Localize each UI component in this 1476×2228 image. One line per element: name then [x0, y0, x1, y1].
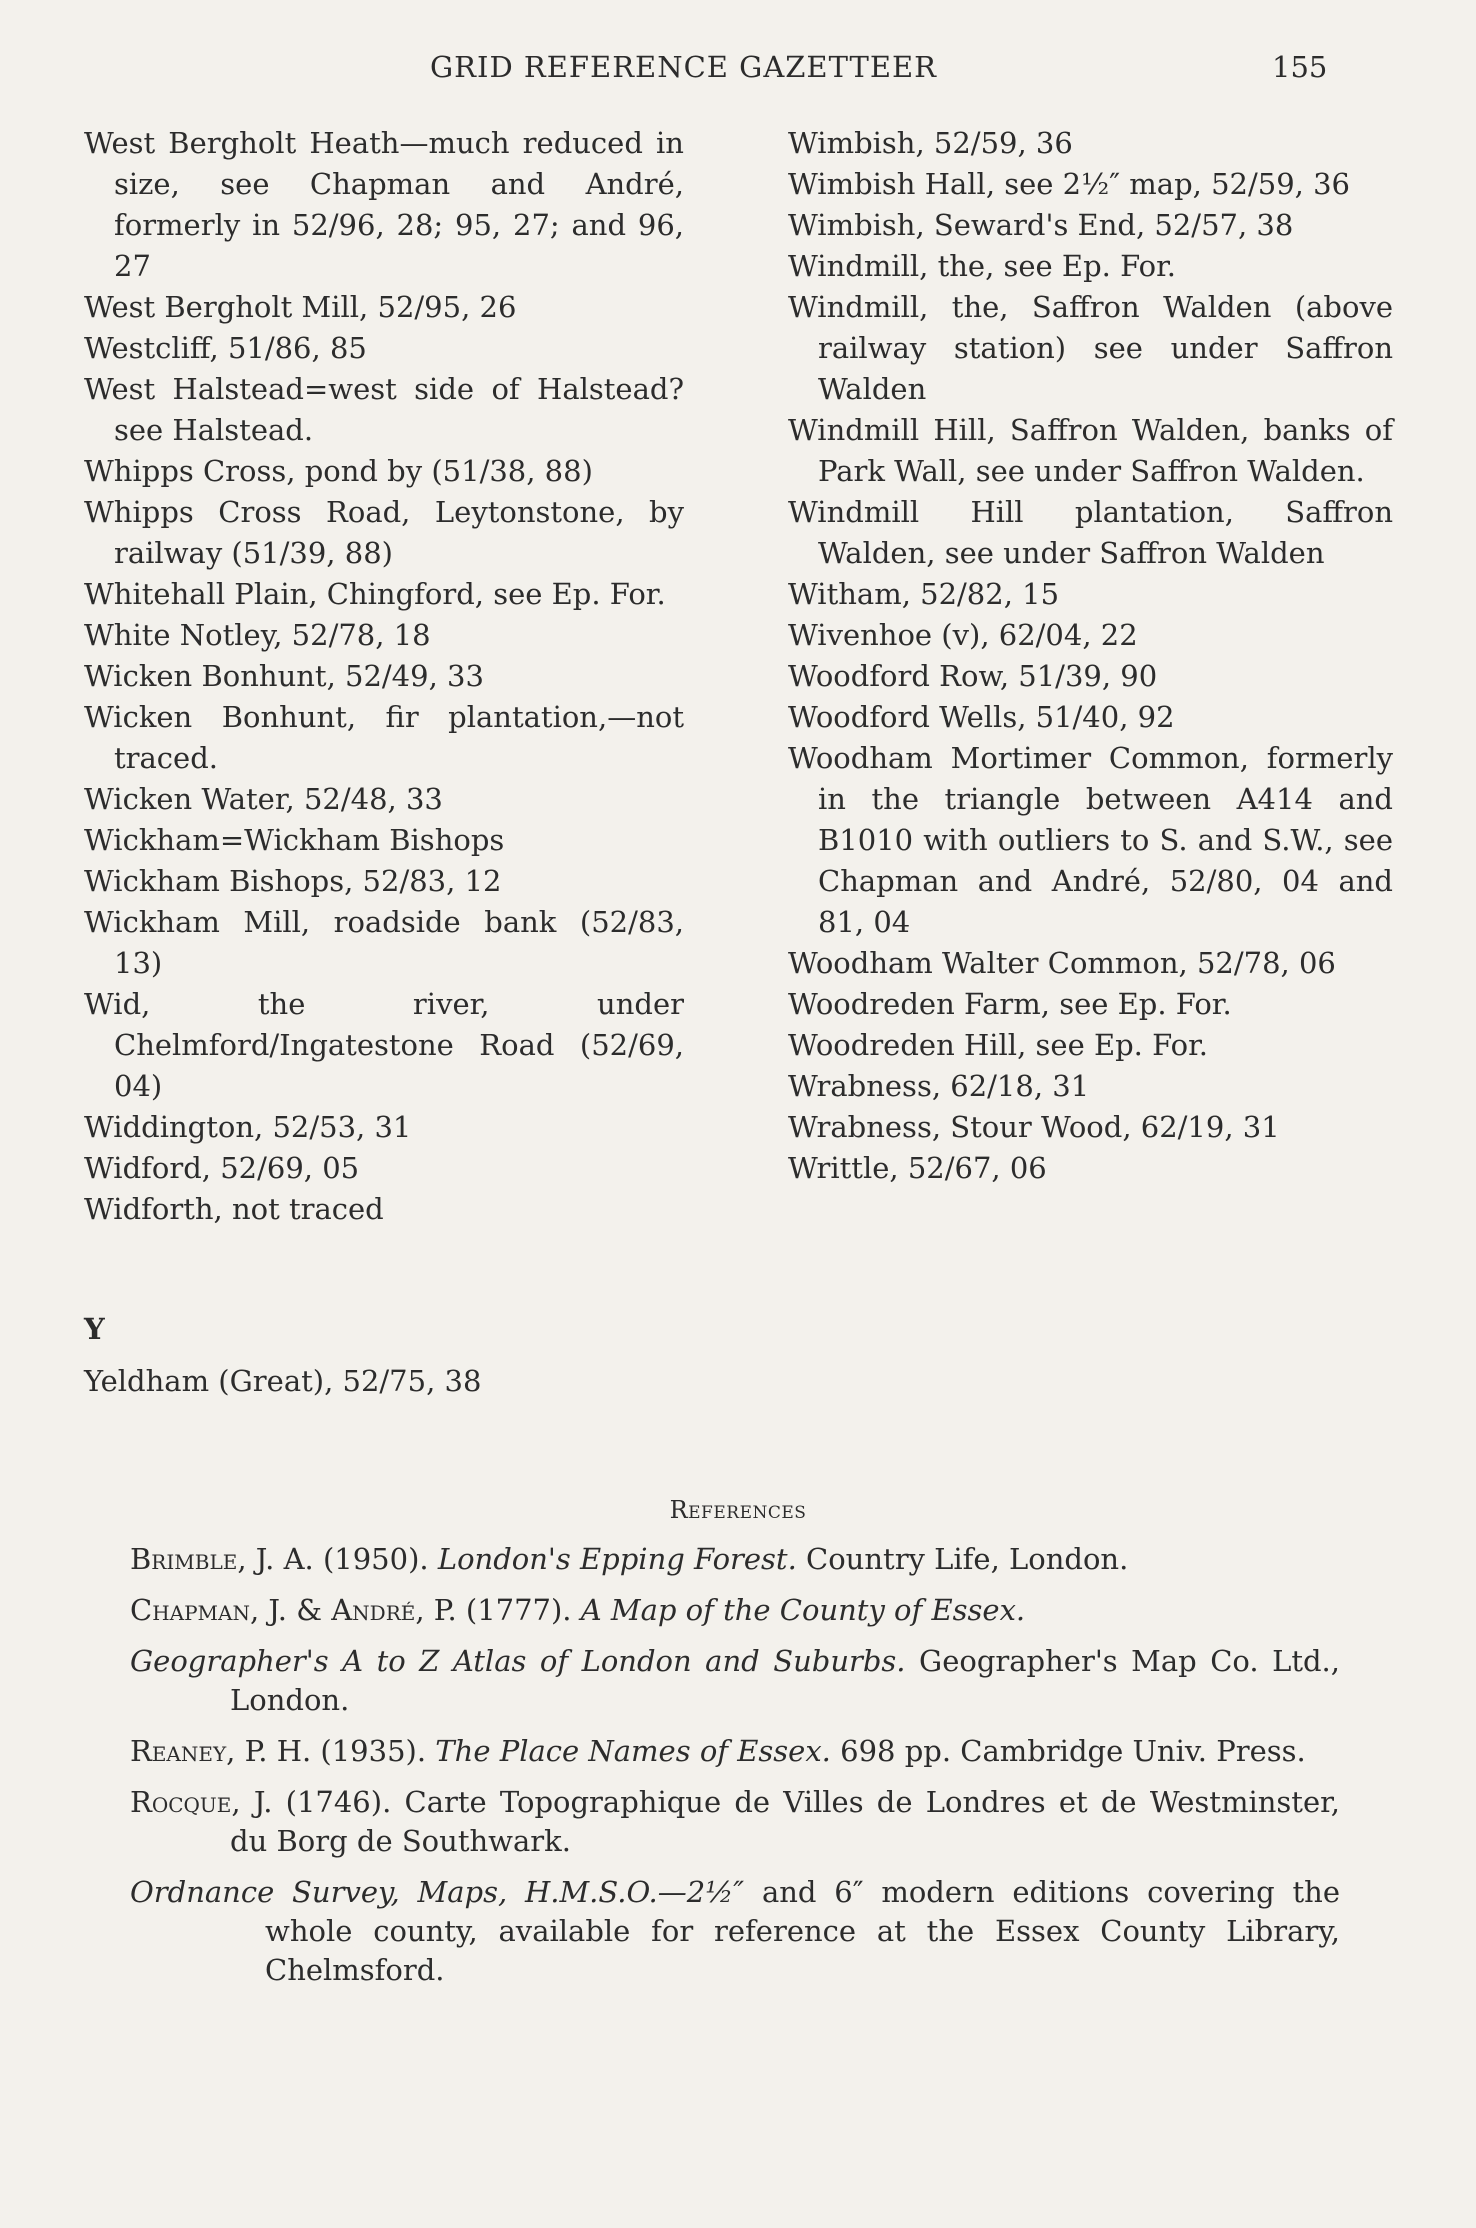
gazetteer-entry: Wimbish, 52/59, 36 — [788, 126, 1073, 160]
reference-title: Carte Topographique de Villes de Londres et de Westminster, du Borg de Southwark. — [230, 1785, 1341, 1858]
gazetteer-entry: Windmill Hill plantation, Saffron Walden, see under Saffron Walden — [788, 495, 1393, 570]
right-column — [788, 123, 1393, 1189]
gazetteer-entry: White Notley, 52/78, 18 — [84, 618, 431, 652]
gazetteer-entry: Widforth, not traced — [84, 1192, 384, 1226]
reference-item — [130, 1732, 1340, 1771]
reference-publisher: Country Life, London. — [806, 1542, 1129, 1576]
gazetteer-entry: Windmill Hill, Saffron Walden, banks of Park Wall, see under Saffron Walden. — [788, 413, 1393, 488]
gazetteer-entry: Wid, the river, under Chelmford/Ingatestone Road (52/69, 04) — [84, 987, 684, 1103]
gazetteer-entry: Woodham Walter Common, 52/78, 06 — [788, 946, 1336, 980]
gazetteer-entry: Witham, 52/82, 15 — [788, 577, 1060, 611]
gazetteer-entry: West Bergholt Heath—much reduced in size, see Chapman and André, formerly in 52/96, 28; 95, 27; and 96, 27 — [84, 126, 684, 283]
reference-title: Geographer's A to Z Atlas of London and Suburbs. — [130, 1644, 906, 1678]
left-column — [84, 123, 684, 1230]
gazetteer-entry: Woodford Wells, 51/40, 92 — [788, 700, 1175, 734]
reference-item — [130, 1540, 1340, 1579]
running-header: GRID REFERENCE GAZETTEER — [430, 50, 938, 84]
gazetteer-entry: Whipps Cross, pond by (51/38, 88) — [84, 454, 593, 488]
reference-item — [130, 1873, 1340, 1990]
gazetteer-entry: Woodreden Hill, see Ep. For. — [788, 1028, 1209, 1062]
gazetteer-entry: Wimbish, Seward's End, 52/57, 38 — [788, 208, 1294, 242]
gazetteer-entry: Woodham Mortimer Common, formerly in the triangle between A414 and B1010 with outliers to S. and S.W., see Chapman and André, 52/80, 04 and 81, 04 — [788, 741, 1393, 939]
reference-title: Ordnance Survey, Maps, H.M.S.O.—2½″ — [130, 1875, 745, 1909]
gazetteer-entry: Yeldham (Great), 52/75, 38 — [84, 1364, 482, 1398]
reference-publisher: 698 pp. Cambridge Univ. Press. — [840, 1734, 1306, 1768]
gazetteer-entry: Windmill, the, see Ep. For. — [788, 249, 1176, 283]
reference-description: and 6″ modern editions covering the whole county, available for reference at the Essex County Library, Chelmsford. — [265, 1875, 1340, 1987]
reference-title: London's Epping Forest. — [437, 1542, 797, 1576]
gazetteer-entry: Windmill, the, Saffron Walden (above railway station) see under Saffron Walden — [788, 290, 1393, 406]
reference-title: The Place Names of Essex. — [435, 1734, 831, 1768]
reference-author: Reaney, P. H. (1935). — [130, 1734, 427, 1768]
reference-item — [130, 1783, 1340, 1861]
page-number: 155 — [1272, 50, 1328, 84]
gazetteer-entry: Widford, 52/69, 05 — [84, 1151, 360, 1185]
reference-author: Brimble, J. A. (1950). — [130, 1542, 429, 1576]
gazetteer-entry: Wicken Bonhunt, 52/49, 33 — [84, 659, 484, 693]
gazetteer-entry: Wicken Water, 52/48, 33 — [84, 782, 443, 816]
gazetteer-entry: Widdington, 52/53, 31 — [84, 1110, 412, 1144]
section-letter-y: Y — [84, 1312, 105, 1346]
references-list — [130, 1540, 1340, 2002]
gazetteer-entry: Whitehall Plain, Chingford, see Ep. For. — [84, 577, 666, 611]
reference-item — [130, 1591, 1340, 1630]
gazetteer-entry: Wicken Bonhunt, fir plantation,—not traced. — [84, 700, 684, 775]
gazetteer-entry: West Halstead=west side of Halstead? see Halstead. — [84, 372, 684, 447]
gazetteer-entry: Wrabness, Stour Wood, 62/19, 31 — [788, 1110, 1280, 1144]
gazetteer-entry: Wivenhoe (v), 62/04, 22 — [788, 618, 1138, 652]
references-heading: References — [669, 1496, 807, 1524]
reference-publisher: Geographer's Map Co. Ltd., London. — [230, 1644, 1340, 1717]
gazetteer-entry: West Bergholt Mill, 52/95, 26 — [84, 290, 517, 324]
gazetteer-entry: Wickham=Wickham Bishops — [84, 823, 505, 857]
gazetteer-entry: Writtle, 52/67, 06 — [788, 1151, 1047, 1185]
gazetteer-entry: Wrabness, 62/18, 31 — [788, 1069, 1090, 1103]
reference-title: A Map of the County of Essex. — [580, 1593, 1026, 1627]
gazetteer-entry: Westcliff, 51/86, 85 — [84, 331, 367, 365]
gazetteer-entry: Wickham Mill, roadside bank (52/83, 13) — [84, 905, 684, 980]
gazetteer-entry: Wimbish Hall, see 2½″ map, 52/59, 36 — [788, 167, 1350, 201]
reference-author: Chapman, J. & André, P. (1777). — [130, 1593, 572, 1627]
reference-item — [130, 1642, 1340, 1720]
gazetteer-entry: Woodreden Farm, see Ep. For. — [788, 987, 1232, 1021]
gazetteer-entry: Wickham Bishops, 52/83, 12 — [84, 864, 502, 898]
gazetteer-entry: Woodford Row, 51/39, 90 — [788, 659, 1158, 693]
gazetteer-entry: Whipps Cross Road, Leytonstone, by railway (51/39, 88) — [84, 495, 684, 570]
reference-author: Rocque, J. (1746). — [130, 1785, 392, 1819]
